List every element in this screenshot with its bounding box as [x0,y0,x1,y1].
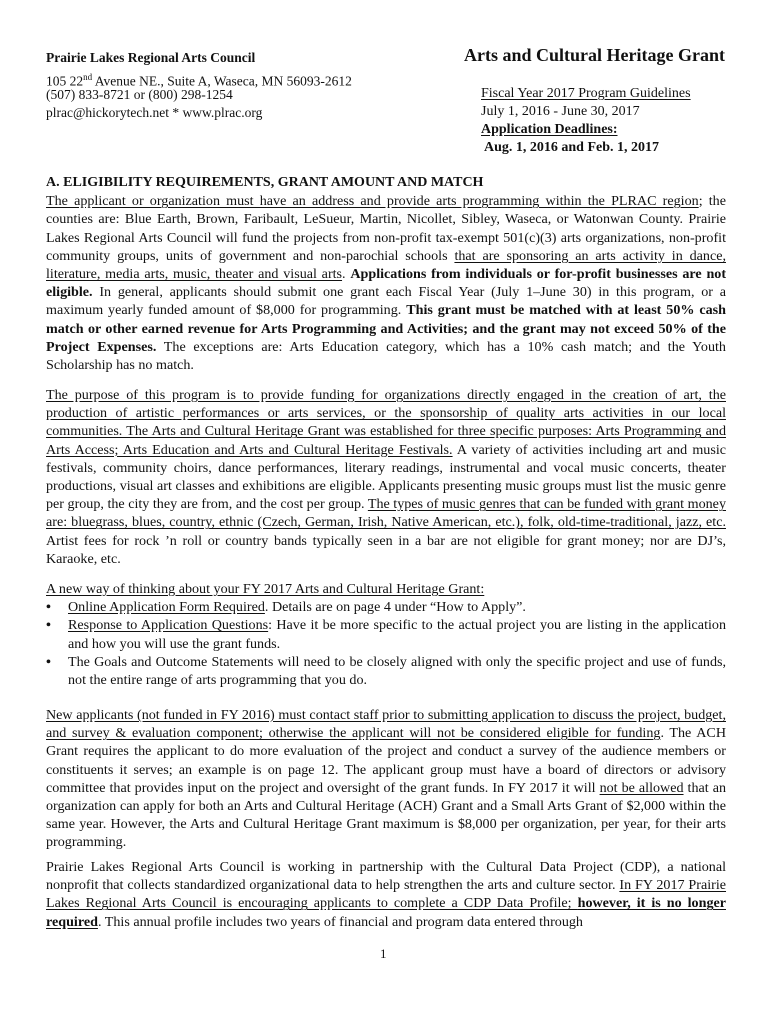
item-1-t: . Details are on page 4 under “How to Apply”. [264,599,526,616]
cdp-t2: . This annual profile includes two years of financial and program data entered through [97,913,583,930]
purpose-u1: The purpose of this program is to provide funding for organizations directly engaged in the creation of art, the production of artistic performances or arts services, or the sponsorship of quality arts activities in our local communities. The Arts and Cultural Heritage Grant was established for three specific purposes: Arts Programming and Arts Access; Arts Education and Arts and Cultural Heritage Festivals. [46,387,726,458]
address-rest: Avenue NE., Suite A, Waseca, MN 56093-2612 [92,73,352,89]
new-way-heading: A new way of thinking about your FY 2017 Arts and Cultural Heritage Grant: [46,581,485,597]
fiscal-dates: July 1, 2016 - June 30, 2017 [481,104,640,119]
cdp-t1: Prairie Lakes Regional Arts Council is working in partnership with the Cultural Data Project (CDP), a national nonprofit that collects standardized organizational data to help strengthen the arts and culture sector. [46,859,726,894]
address-number: 105 22 [46,73,84,89]
deadlines-dates: Aug. 1, 2016 and Feb. 1, 2017 [484,140,660,155]
eligibility-u2: that are sponsoring an arts activity in dance, literature, media arts, music, theater and visual arts [46,247,726,283]
org-email-web: plrac@hickorytech.net * www.plrac.org [46,105,263,120]
list-item [68,653,726,689]
item-3-t: The Goals and Outcome Statements will need to be closely aligned with only the specific project and use of funds, not the entire range of arts programming that you do. [68,653,726,689]
new-applicants-u2: not be allowed [599,779,684,796]
eligibility-t4: The exceptions are: Arts Education category, which has a 10% cash match; and the Youth Scholarship has no match. [46,338,726,374]
deadlines-label: Application Deadlines: [481,122,618,137]
eligibility-t2: . [342,266,351,283]
purpose-t1: A variety of activities including art and music festivals, community choirs, dance performances, literary readings, instrumental and vocal music concerts, theater productions, visual art classes and exhibitions are eligible. Applicants presenting music groups must list the music genre per group, the city they are from, and the cost per group. [46,441,726,513]
purpose-u2: The types of music genres that can be funded with grant money are: bluegrass, blues, country, ethnic (Czech, German, Irish, Native American, etc.), folk, old-time-traditional, jazz, etc. [46,496,726,531]
section-a [46,174,726,374]
org-phone: (507) 833-8721 or (800) 298-1254 [46,87,233,102]
new-way-list [46,598,726,689]
eligibility-t1: ; the counties are: Blue Earth, Brown, Faribault, LeSueur, Martin, Nicollet, Sibley, Waseca, or Watonwan County. Prairie Lakes Regional Arts Council will fund the projects from non-profit tax-exempt 501(c)(3) arts organizations, non-profit community groups, units of government and non-parochial schools [46,193,726,264]
list-item [68,616,726,652]
address-suffix: nd [83,72,93,82]
eligibility-b2: This grant must be matched with at least 50% cash match or other earned revenue for Arts Programming and Activities; and the grant may not exceed 50% of the Project Expenses. [46,302,727,355]
new-applicants-u1: New applicants (not funded in FY 2016) must contact staff prior to submitting application to discuss the project, budget, and survey & evaluation component; otherwise the applicant will not be considered eligible for funding [46,707,726,742]
purpose-t2: Artist fees for rock ’n roll or country bands typically seen in a bar are not eligible for grant money; nor are DJ’s, Karaoke, etc. [46,532,726,567]
eligibility-paragraph [46,192,726,374]
item-2-t: : Have it be more specific to the actual project you are listing in the application and how you will use the grant funds. [68,617,726,652]
page-number: 1 [380,946,387,961]
list-item [68,598,726,616]
eligibility-b1: Applications from individuals or for-profit businesses are not eligible. [46,266,727,301]
new-applicants-paragraph [46,706,726,852]
org-name: Prairie Lakes Regional Arts Council [46,50,256,65]
program-guidelines: Fiscal Year 2017 Program Guidelines [481,86,691,101]
new-applicants-t2: that an organization can apply for both an Arts and Cultural Heritage (ACH) Grant and a Small Arts Grant of $2,000 within the same year. However, the Arts and Cultural Heritage Grant maximum is $8,000 per organization, per year, for their arts programming. [46,779,726,851]
eligibility-u1: The applicant or organization must have an address and provide arts programming within the PLRAC region [46,193,699,210]
section-a-heading: A. ELIGIBILITY REQUIREMENTS, GRANT AMOUNT AND MATCH [46,175,484,190]
eligibility-t3: In general, applicants should submit one grant each Fiscal Year (July 1–June 30) in this program, or a maximum yearly funded amount of $8,000 for programming. [46,284,726,319]
item-1-u: Online Application Form Required [68,599,265,616]
grant-title: Arts and Cultural Heritage Grant [464,45,725,65]
new-applicants-t1: . The ACH Grant requires the applicant to do more evaluation of the project and conduct a survey of the audience members or constituents it serves; an example is on page 12. The applicant group must have a board of directors or advisory committee that provides input on the project and oversight of the grant funds. In FY 2017 it will [46,725,726,796]
purpose-paragraph [46,386,726,568]
cdp-u1: In FY 2017 Prairie Lakes Regional Arts Council is encouraging applicants to complete a CDP Data Profile; [46,877,727,912]
new-way-section [46,580,726,689]
item-2-u: Response to Application Questions [68,617,269,634]
cdp-paragraph [46,858,726,931]
cdp-ub1: however, it is no longer required [46,895,726,930]
